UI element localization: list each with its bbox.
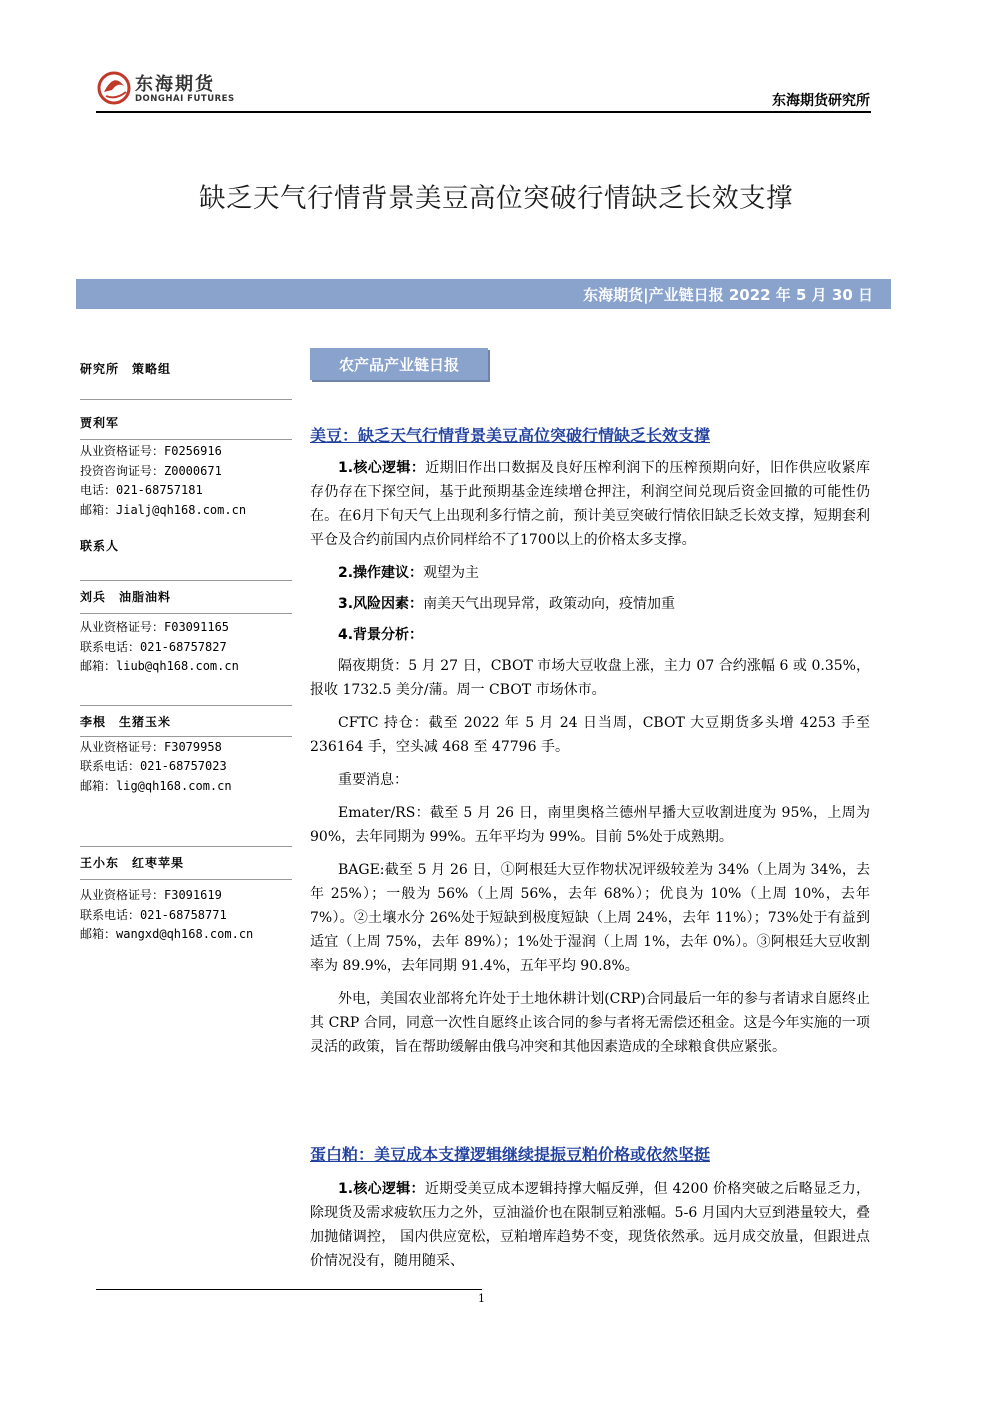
sidebar-divider bbox=[80, 613, 292, 614]
banner-text: 东海期货|产业链日报 2022 年 5 月 30 日 bbox=[583, 286, 873, 304]
analyst-phone: 电话：021-68757181 bbox=[80, 483, 203, 497]
header-institute: 东海期货研究所 bbox=[772, 93, 870, 109]
contact-license: 从业资格证号：F3079958 bbox=[80, 739, 222, 754]
analyst-consult-license: 投资咨询证号：Z0000671 bbox=[80, 463, 222, 478]
sidebar-divider bbox=[80, 580, 292, 581]
page-number: 1 bbox=[478, 1292, 485, 1305]
paragraph bbox=[310, 592, 870, 616]
paragraph-lead: 2.操作建议： bbox=[338, 565, 424, 581]
paragraph bbox=[310, 456, 870, 552]
contact-name: 刘兵 油脂油料 bbox=[80, 590, 172, 604]
sidebar-divider bbox=[80, 879, 292, 880]
paragraph-lead: 1.核心逻辑： bbox=[338, 460, 426, 476]
contact-phone: 联系电话：021-68757023 bbox=[80, 759, 227, 773]
analyst-name: 贾利军 bbox=[80, 416, 120, 430]
contact-license: 从业资格证号：F03091165 bbox=[80, 620, 230, 634]
paragraph-text: 近期受美豆成本逻辑持撑大幅反弹，但 4200 价格突破之后略显乏力，除现货及需求疲软压力之外，豆油溢价也在限制豆粕涨幅。5-6 月国内大豆到港量较大，叠加抛储调控， 国内供应宽松，豆粕增库趋势不变，现货依然承。远月成交放量，但跟进点价情况没有，随用随采、 bbox=[310, 1181, 870, 1269]
soybean-section-body bbox=[310, 456, 870, 1068]
contacts-label: 联系人 bbox=[80, 539, 120, 553]
sidebar-group: 研究所 策略组 bbox=[80, 362, 172, 376]
footer-divider bbox=[96, 1289, 482, 1290]
paragraph bbox=[310, 623, 870, 647]
contact-phone: 联系电话：021-68757827 bbox=[80, 639, 227, 654]
paragraph bbox=[310, 1177, 870, 1273]
contact-name: 李根 生猪玉米 bbox=[80, 714, 172, 729]
paragraph: CFTC 持仓：截至 2022 年 5 月 24 日当周，CBOT 大豆期货多头增 4253 手至 236164 手，空头减 468 至 47796 手。 bbox=[310, 715, 870, 755]
author-sidebar bbox=[80, 360, 292, 945]
paragraph-text: 观望为主 bbox=[423, 565, 480, 581]
sidebar-divider bbox=[80, 705, 292, 706]
document-title: 缺乏天气行情背景美豆高位突破行情缺乏长效支撑 bbox=[199, 183, 793, 214]
logo-subtext: DONGHAI FUTURES bbox=[135, 94, 235, 104]
category-tag-text: 农产品产业链日报 bbox=[338, 356, 459, 374]
sidebar-divider bbox=[80, 846, 292, 847]
sidebar-divider bbox=[80, 736, 292, 737]
paragraph bbox=[310, 561, 870, 585]
paragraph: Emater/RS：截至 5 月 26 日，南里奥格兰德州早播大豆收割进度为 95%，上周为 90%，去年同期为 99%。五年平均为 99%。目前 5%处于成熟期。 bbox=[310, 805, 870, 845]
header-divider bbox=[96, 111, 871, 113]
paragraph-lead: 1.核心逻辑： bbox=[338, 1181, 425, 1197]
logo-text: 东海期货 bbox=[135, 74, 215, 95]
paragraph-text: 南美天气出现异常，政策动向，疫情加重 bbox=[423, 596, 676, 612]
analyst-license: 从业资格证号：F0256916 bbox=[80, 444, 222, 458]
contact-email: 邮箱：liub@qh168.com.cn bbox=[80, 659, 239, 673]
contact-license: 从业资格证号：F3091619 bbox=[80, 888, 222, 902]
contact-name: 王小东 红枣苹果 bbox=[80, 856, 185, 870]
analyst-email: 邮箱：Jialj@qh168.com.cn bbox=[80, 502, 247, 517]
paragraph: BAGE:截至 5 月 26 日，①阿根廷大豆作物状况评级较差为 34%（上周为 34%，去年 25%）；一般为 56%（上周 56%，去年 68%）；优良为 10%（上周 10%，去年 7%）。②土壤水分 26%处于短缺到极度短缺（上周 24%，去年 11%）；73%处于有益到适宜（上周 75%，去年 89%）；1%处于湿润（上周 1%，去年 0%）。③阿根廷大豆收割率为 89.9%，去年同期 91.4%，五年平均 90.8%。 bbox=[310, 862, 870, 974]
paragraph-lead: 4.背景分析： bbox=[338, 627, 424, 643]
paragraph-text: 近期旧作出口数据及良好压榨利润下的压榨预期向好，旧作供应收紧库存仍存在下探空间，基于此预期基金连续增仓押注，利润空间兑现后资金回撤的可能性仍在。在6月下旬天气上出现利多行情之前，预计美豆突破行情依旧缺乏长效支撑，短期套利平仓及合约前国内点价同样给不了1700以上的价格太多支撑。 bbox=[310, 460, 870, 548]
section-title-soybean: 美豆：缺乏天气行情背景美豆高位突破行情缺乏长效支撑 bbox=[310, 426, 711, 445]
paragraph: 隔夜期货：5 月 27 日，CBOT 市场大豆收盘上涨，主力 07 合约涨幅 6 或 0.35%，报收 1732.5 美分/蒲。周一 CBOT 市场休市。 bbox=[310, 658, 870, 698]
contact-phone: 联系电话：021-68758771 bbox=[80, 907, 227, 922]
paragraph: 外电，美国农业部将允许处于土地休耕计划(CRP)合同最后一年的参与者请求自愿终止其 CRP 合同，同意一次性自愿终止该合同的参与者将无需偿还租金。这是今年实施的一项灵活的政策，旨在帮助缓解由俄乌冲突和其他因素造成的全球粮食供应紧张。 bbox=[310, 991, 870, 1055]
paragraph-lead: 3.风险因素： bbox=[338, 596, 424, 612]
meal-section-body bbox=[310, 1177, 870, 1273]
contact-email: 邮箱：lig@qh168.com.cn bbox=[80, 778, 232, 793]
sidebar-divider bbox=[80, 439, 292, 440]
report-category-tag bbox=[310, 348, 488, 380]
contact-email: 邮箱：wangxd@qh168.com.cn bbox=[80, 927, 254, 941]
section-title-meal: 蛋白粕：美豆成本支撑逻辑继续提振豆粕价格或依然坚挺 bbox=[310, 1145, 711, 1164]
sidebar-divider bbox=[80, 399, 292, 400]
report-banner bbox=[76, 279, 891, 309]
paragraph: 重要消息： bbox=[338, 772, 408, 788]
